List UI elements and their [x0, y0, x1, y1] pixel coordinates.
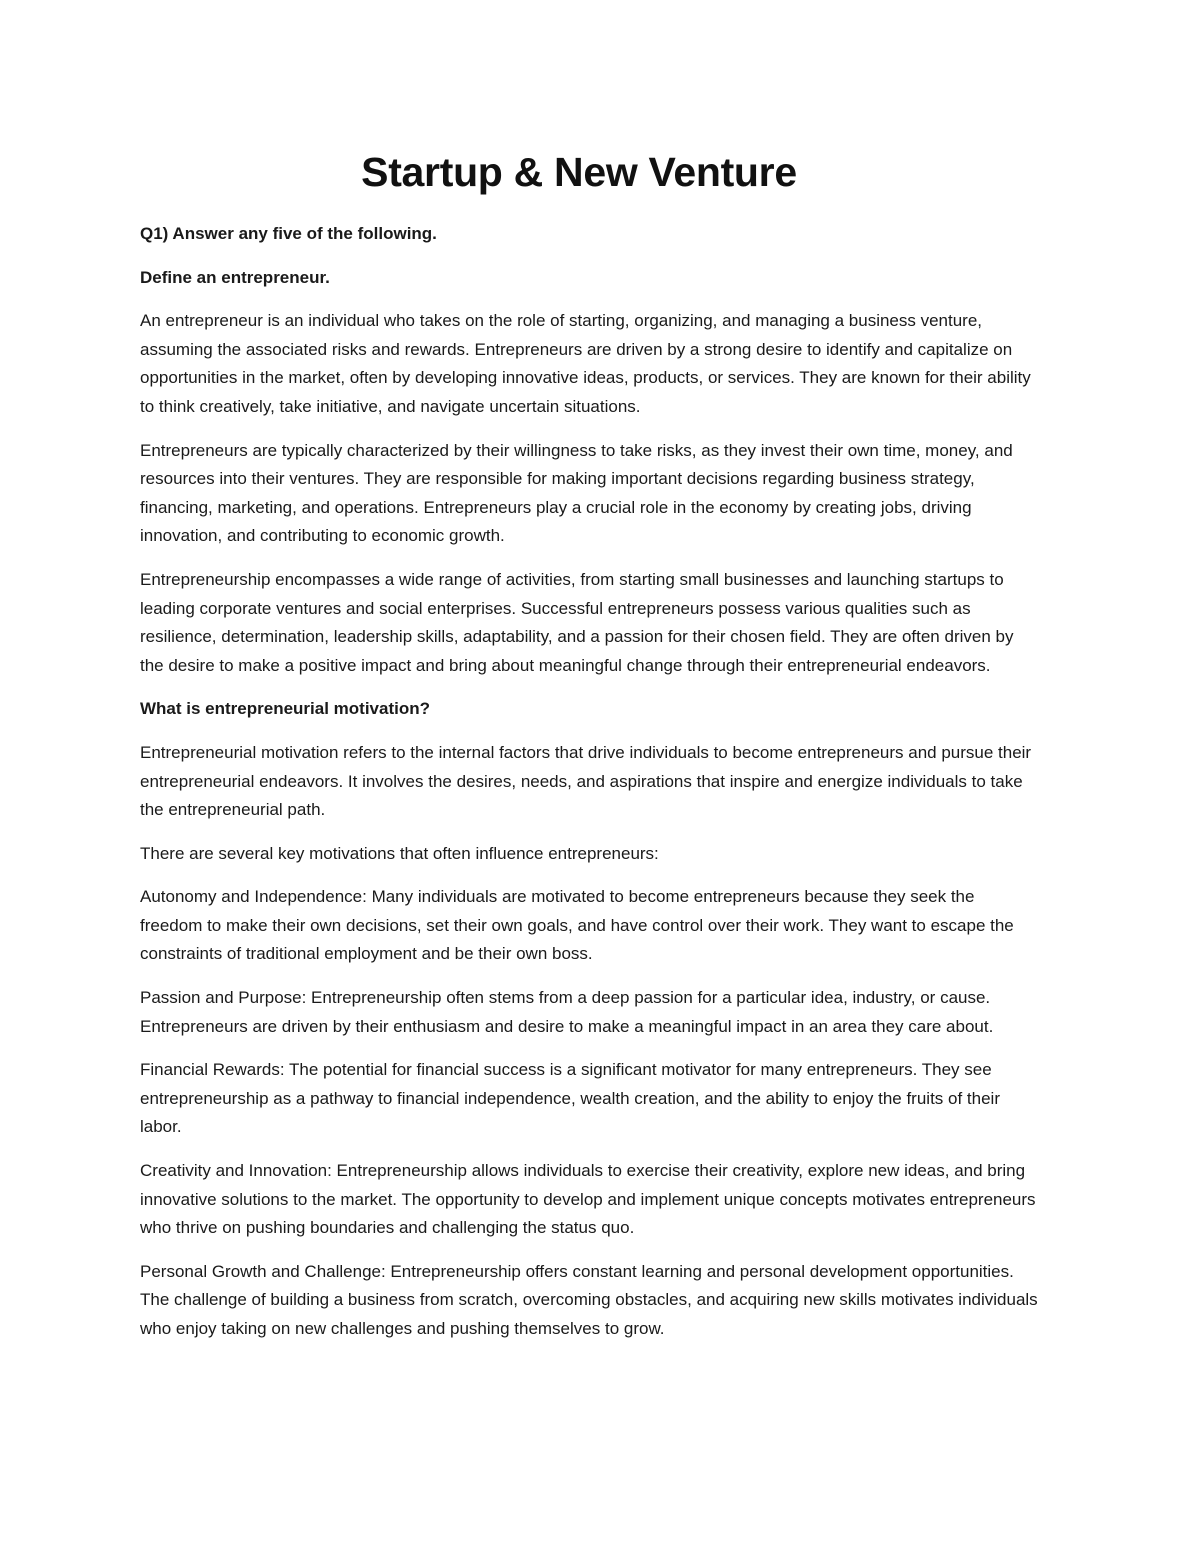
body-paragraph: Personal Growth and Challenge: Entrepreneurship offers constant learning and personal development opportunities. The challenge of building a business from scratch, overcoming obstacles, and acquiring new skills motivates individuals who enjoy taking on new challenges and pushing themselves to grow. — [140, 1261, 1038, 1338]
body-paragraph: Creativity and Innovation: Entrepreneurship allows individuals to exercise their creativity, explore new ideas, and bring innovative solutions to the market. The opportunity to develop and implement unique concepts motivates entrepreneurs who thrive on pushing boundaries and challenging the status quo. — [140, 1161, 1036, 1238]
body-paragraph: Entrepreneurial motivation refers to the internal factors that drive individuals to become entrepreneurs and pursue their entrepreneurial endeavors. It involves the desires, needs, and aspirations that inspire and energize individuals to take the entrepreneurial path. — [140, 742, 1032, 820]
body-paragraph: An entrepreneur is an individual who takes on the role of starting, organizing, and managing a business venture, assuming the associated risks and rewards. Entrepreneurs are driven by a strong desire to identify and capitalize on opportunities in the market, often by developing innovative ideas, products, or services. They are known for their ability to think creatively, take initiative, and navigate uncertain situations. — [140, 311, 1031, 416]
body-paragraph: Financial Rewards: The potential for financial success is a significant motivator for many entrepreneurs. They see entrepreneurship as a pathway to financial independence, wealth creation, and the ability to enjoy the fruits of their labor. — [140, 1060, 1000, 1137]
document-body — [140, 220, 1040, 1359]
body-paragraph: Entrepreneurs are typically characterized by their willingness to take risks, as they invest their own time, money, and resources into their ventures. They are responsible for making important decisions regarding business strategy, financing, marketing, and operations. Entrepreneurs play a crucial role in the economy by creating jobs, driving innovation, and contributing to economic growth. — [140, 440, 1013, 546]
body-paragraph: There are several key motivations that often influence entrepreneurs: — [140, 843, 659, 863]
body-paragraph: Passion and Purpose: Entrepreneurship often stems from a deep passion for a particular idea, industry, or cause. Entrepreneurs are driven by their enthusiasm and desire to make a meaningful impact in an area they care about. — [140, 988, 994, 1036]
section-heading: Define an entrepreneur. — [140, 267, 330, 287]
page-title: Startup & New Venture — [361, 149, 797, 195]
body-paragraph: Autonomy and Independence: Many individuals are motivated to become entrepreneurs because they seek the freedom to make their own decisions, set their own goals, and have control over their work. They want to escape the constraints of traditional employment and be their own boss. — [140, 887, 1014, 964]
body-paragraph: Entrepreneurship encompasses a wide range of activities, from starting small businesses and launching startups to leading corporate ventures and social enterprises. Successful entrepreneurs possess various qualities such as resilience, determination, leadership skills, adaptability, and a passion for their chosen field. They are often driven by the desire to make a positive impact and bring about meaningful change through their entrepreneurial endeavors. — [140, 569, 1014, 675]
question-heading: Q1) Answer any five of the following. — [140, 224, 437, 243]
section-heading: What is entrepreneurial motivation? — [140, 699, 430, 719]
